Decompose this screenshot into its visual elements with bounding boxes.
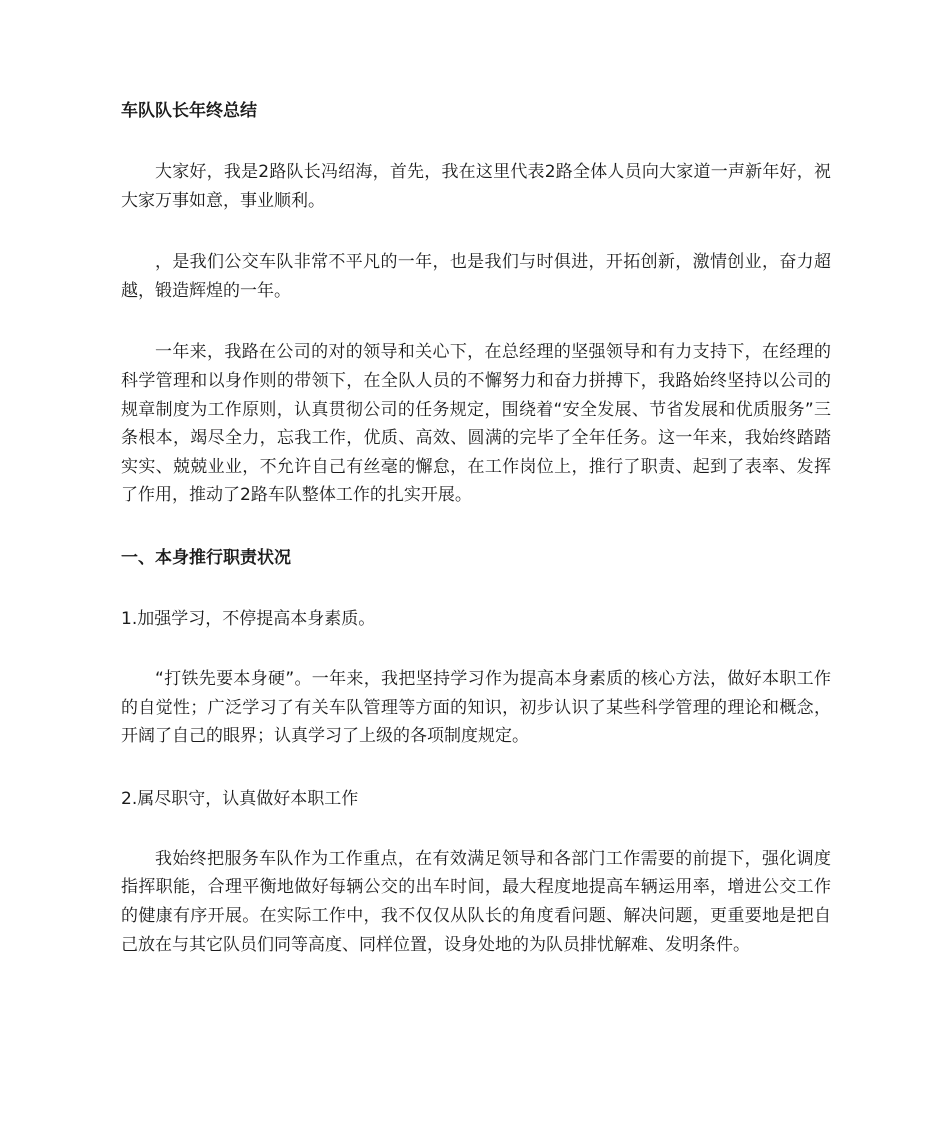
section-heading-duties: 一、本身推行职责状况 [121, 547, 291, 568]
document-title: 车队队长年终总结 [121, 101, 257, 121]
paragraph-duty: 我始终把服务车队作为工作重点，在有效满足领导和各部门工作需要的前提下，强化调度指挥职能，合理平衡地做好每辆公交的出车时间，最大程度地提高车辆运用率，增进公交工作的健康有序开展。在实际工作中，我不仅仅从队长的角度看问题、解决问题，更重要地是把自己放在与其它队员们同等高度、同样位置，设身处地的为队员排忧解难、发明条件。 [121, 848, 831, 955]
intro-paragraph-year-summary: ，是我们公交车队非常不平凡的一年，也是我们与时俱进，开拓创新，激情创业，奋力超越，锻造辉煌的一年。 [121, 252, 831, 301]
intro-paragraph-achievements: 一年来，我路在公司的对的领导和关心下，在总经理的坚强领导和有力支持下，在经理的科学管理和以身作则的带领下，在全队人员的不懈努力和奋力拼搏下，我路始终坚持以公司的规章制度为工作原则，认真贯彻公司的任务规定，围绕着“安全发展、节省发展和优质服务”三条根本，竭尽全力，忘我工作，优质、高效、圆满的完毕了全年任务。这一年来，我始终踏踏实实、兢兢业业，不允许自己有丝毫的懈怠，在工作岗位上，推行了职责、起到了表率、发挥了作用，推动了2路车队整体工作的扎实开展。 [121, 342, 831, 506]
subheading-duty: 2.属尽职守，认真做好本职工作 [121, 788, 359, 809]
intro-paragraph-greeting: 大家好，我是2路队长冯绍海，首先，我在这里代表2路全体人员向大家道一声新年好，祝大家万事如意，事业顺利。 [121, 162, 831, 211]
subheading-study: 1.加强学习，不停提高本身素质。 [121, 608, 376, 629]
paragraph-study: “打铁先要本身硬”。一年来，我把坚持学习作为提高本身素质的核心方法，做好本职工作的自觉性；广泛学习了有关车队管理等方面的知识，初步认识了某些科学管理的理论和概念，开阔了自己的眼界；认真学习了上级的各项制度规定。 [121, 668, 831, 747]
document-page [121, 96, 831, 992]
